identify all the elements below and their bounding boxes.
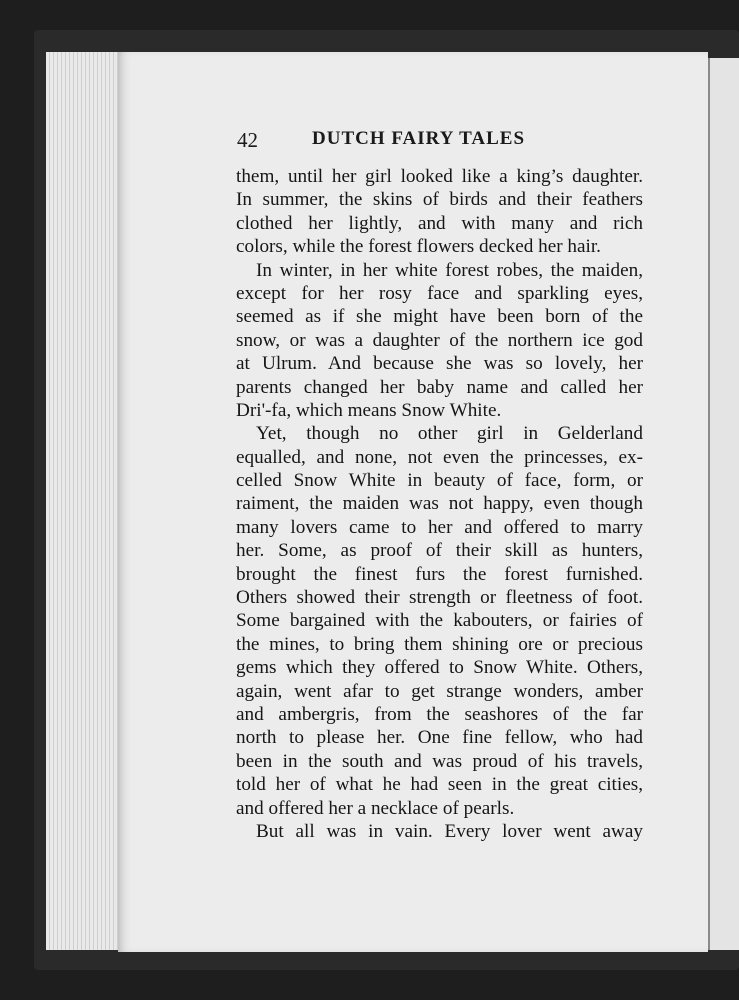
text-line: celled Snow White in beauty of face, form, or bbox=[236, 470, 643, 492]
text-line: the mines, to bring them shining ore or precious bbox=[236, 633, 643, 655]
text-line: gems which they offered to Snow White. Others, bbox=[236, 657, 643, 679]
page-header bbox=[237, 128, 647, 154]
text-line: again, went afar to get strange wonders, amber bbox=[236, 680, 643, 702]
text-line: them, until her girl looked like a king’s daughter. bbox=[236, 166, 643, 187]
text-line: at Ulrum. And because she was so lovely, her bbox=[236, 353, 643, 375]
text-line: clothed her lightly, and with many and rich bbox=[236, 212, 643, 234]
text-line: But all was in vain. Every lover went away bbox=[256, 820, 643, 842]
text-line: brought the finest furs the forest furnished. bbox=[236, 563, 643, 585]
text-line: equalled, and none, not even the princesses, ex- bbox=[236, 446, 643, 468]
text-line: except for her rosy face and sparkling eyes, bbox=[236, 282, 643, 304]
page-number: 42 bbox=[237, 128, 258, 152]
text-line: seemed as if she might have been born of the bbox=[236, 306, 643, 328]
body-text bbox=[236, 165, 643, 843]
text-line: many lovers came to her and offered to marry bbox=[236, 516, 643, 538]
text-line: and ambergris, from the seashores of the far bbox=[236, 703, 643, 725]
running-title: DUTCH FAIRY TALES bbox=[312, 128, 526, 149]
text-line: raiment, the maiden was not happy, even though bbox=[236, 493, 643, 515]
page-edges bbox=[46, 52, 125, 950]
text-line: In summer, the skins of birds and their feathers bbox=[236, 189, 643, 211]
text-line: snow, or was a daughter of the northern ice god bbox=[236, 329, 643, 351]
text-line: In winter, in her white forest robes, the maiden, bbox=[256, 259, 643, 281]
text-line: Others showed their strength or fleetness of foot. bbox=[236, 587, 643, 609]
text-line: told her of what he had seen in the great cities, bbox=[236, 774, 643, 796]
text-line: been in the south and was proud of his travels, bbox=[236, 750, 643, 772]
text-line: parents changed her baby name and called her bbox=[236, 376, 643, 398]
text-line: and offered her a necklace of pearls. bbox=[236, 797, 515, 819]
text-line: Dri'-fa, which means Snow White. bbox=[236, 399, 502, 421]
text-line: her. Some, as proof of their skill as hunters, bbox=[236, 540, 643, 562]
text-line: colors, while the forest flowers decked her hair. bbox=[236, 236, 601, 258]
text-line: Some bargained with the kabouters, or fairies of bbox=[236, 610, 643, 632]
facing-page-edge bbox=[708, 58, 739, 950]
text-line: north to please her. One fine fellow, who had bbox=[236, 727, 643, 749]
text-line: Yet, though no other girl in Gelderland bbox=[256, 423, 643, 445]
